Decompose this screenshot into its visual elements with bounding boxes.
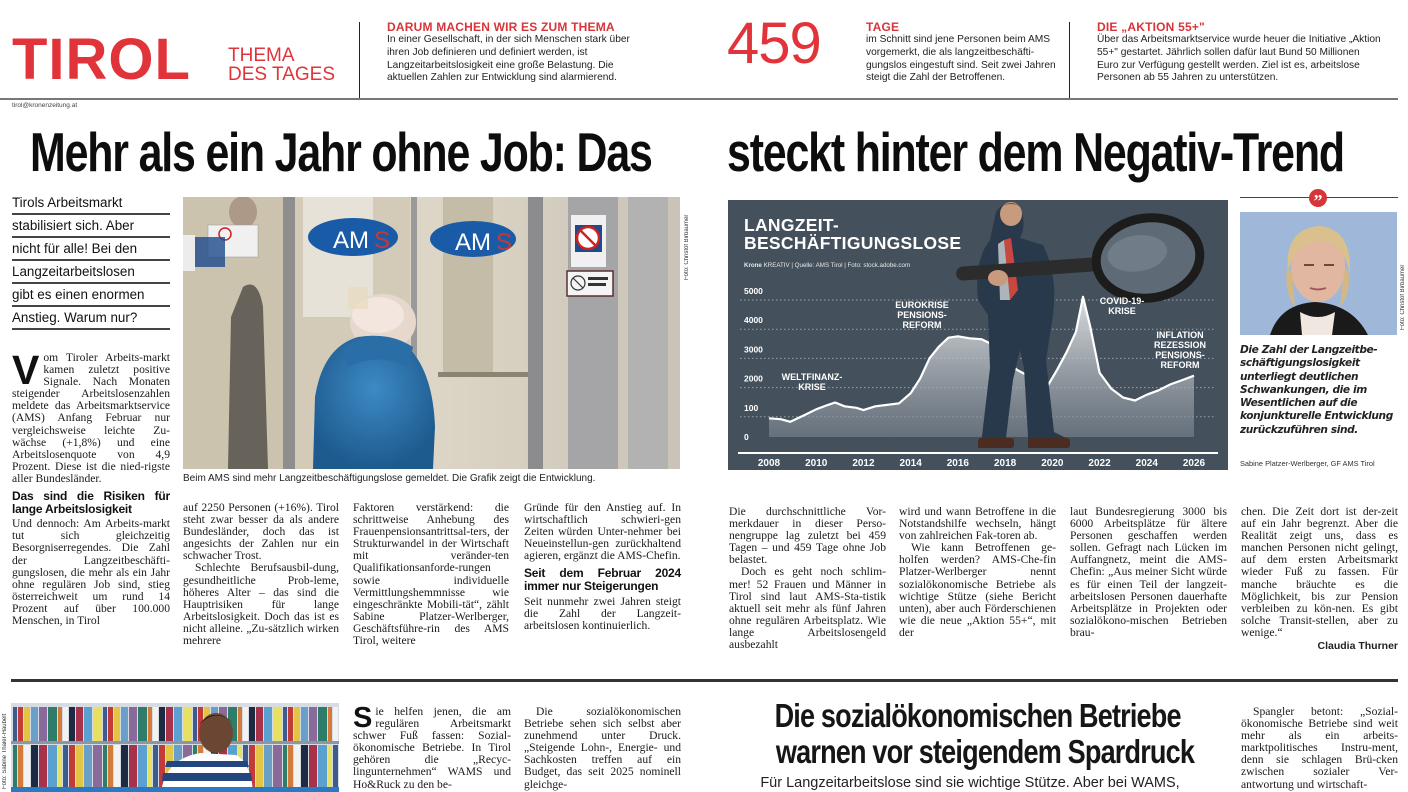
x-axis-ticks xyxy=(758,458,1206,469)
subheading: Das sind die Risiken für lange Arbeitslosigkeit xyxy=(12,489,170,516)
article-column-4 xyxy=(524,502,681,632)
lower-dek: Für Langzeitarbeitslose sind sie wichtige Stütze. Aber bei WAMS, xyxy=(760,775,1180,791)
y-axis-ticks xyxy=(744,286,763,442)
x-tick-label: 2026 xyxy=(1182,458,1206,469)
paragraph: om Tiroler Arbeits-markt kamen zuletzt positive Signale. Nach Monaten steigender Arbeitslosenzahlen meldete das Arbeitsmarktservice (AMS) Anfang Februar nur vergleichsweise leichte Zu-wächse (+1,8%) und eine Arbeitslosenquote von 4,9 Prozent. Diese ist die nied-rigste aller Bundesländer. xyxy=(12,351,170,485)
paragraph: Die sozialökonomischen Betriebe sehen sich selbst aber zunehmend unter Druck. „Steigende Lohn-, Energie- und Sachkosten treffen auf ein Budget, das seit 2025 nominell gleichge- xyxy=(524,705,681,791)
portrait-photo xyxy=(1240,212,1397,335)
portrait-illustration xyxy=(1240,212,1397,335)
info-box-aktion xyxy=(1097,20,1382,85)
author-byline: Claudia Thurner xyxy=(1317,640,1398,653)
y-tick-label: 4000 xyxy=(744,315,763,326)
x-tick-label: 2018 xyxy=(993,458,1017,469)
chart-annotation: REFORM xyxy=(902,320,942,330)
lower-headline-line-2: warnen vor steigendem Spardruck xyxy=(775,733,1195,770)
lead-line: Tirols Arbeitsmarkt xyxy=(12,192,170,215)
long-term-unemployment-chart xyxy=(728,200,1228,470)
photo-credit: Foto: Christof Birbaumer xyxy=(1400,264,1406,330)
info-title: DIE „AKTION 55+" xyxy=(1097,20,1205,34)
subtitle-line-1: THEMA xyxy=(228,45,295,66)
source-brand: Krone xyxy=(744,262,762,269)
article-column-8 xyxy=(1241,506,1398,652)
photo-credit: Foto: Christof Birbaumer xyxy=(684,214,690,280)
y-tick-label: 2000 xyxy=(744,373,763,384)
chart-annotation: PENSIONS- xyxy=(897,310,947,320)
x-tick-label: 2008 xyxy=(757,458,781,469)
x-tick-label: 2020 xyxy=(1041,458,1064,469)
x-tick-label: 2016 xyxy=(946,458,970,469)
article-column-6 xyxy=(899,506,1056,639)
paragraph: auf 2250 Personen (+16%). Tirol steht zwar besser da als andere Bundesländer, doch das ist angesichts der Zahlen nur ein schwacher Trost. xyxy=(183,501,339,563)
article-column-7 xyxy=(1070,506,1227,639)
lead-line: stabilisiert sich. Aber xyxy=(12,215,170,238)
paragraph: Gründe für den Anstieg auf. In wirtschaftlich schwieri-gen Zeiten würden Unter-nehmer bei Neueinstellun-gen zurückhaltend agieren, ergänzt die AMS-Chefin. xyxy=(524,501,681,563)
quote-author: Sabine Platzer-Werlberger, GF AMS Tirol xyxy=(1240,459,1375,468)
info-text: In einer Gesellschaft, in der sich Menschen stark über ihren Job definieren und definiert werden, ist Langzeitarbeitslosigkeit eine große Belastung. Die aktuellen Zahlen zur Entwicklung sind alarmierend. xyxy=(387,34,630,84)
info-text: im Schnitt sind jene Personen beim AMS vorgemerkt, die als langzeitbeschäfti-gungslos eingestuft sind. Seit zwei Jahren steigt die Zahl der Betroffenen. xyxy=(866,34,1056,84)
paragraph: Die durchschnittliche Vor-merkdauer in dieser Perso-nengruppe lag zuletzt bei 459 Tagen – und 459 Tage ohne Job belastet. xyxy=(729,505,886,567)
chart-area xyxy=(769,297,1194,437)
chart-annotation: COVID-19- xyxy=(1099,296,1145,306)
paragraph: laut Bundesregierung 3000 bis 6000 Arbeitsplätze für ältere Personen geschaffen werden sollen. Gefragt nach Lücken im Auffangnetz, meint die AMS-Chefin: „Aus meiner Sicht würde es für einen Teil der langzeit-arbeitslosen Personen dauerhafte Arbeitsplätze in Projekten oder sozialökono-mischen Betrieben brau- xyxy=(1070,505,1227,639)
lower-headline-line-1: Die sozialökonomischen Betriebe xyxy=(774,697,1181,734)
paragraph: Seit nunmehr zwei Jahren steigt die Zahl der Langzeit-arbeitslosen kontinuierlich. xyxy=(524,594,681,632)
chart-plot xyxy=(728,200,1228,470)
section-subtitle xyxy=(228,46,335,84)
info-title: TAGE xyxy=(866,20,900,34)
x-tick-label: 2014 xyxy=(899,458,922,469)
info-box-days xyxy=(866,20,1056,85)
paragraph: wird und wann Betroffene in die Notstandshilfe wechseln, hängt von zahlreichen Fak-toren ab. xyxy=(899,505,1056,543)
lead-box xyxy=(12,192,170,330)
lower-column-3 xyxy=(1241,706,1398,791)
chart-title-line-1: LANGZEIT- xyxy=(744,215,840,235)
photo-caption: Beim AMS sind mehr Langzeitbeschäftigungslose gemeldet. Die Grafik zeigt die Entwicklung. xyxy=(183,473,596,484)
svg-text:S: S xyxy=(374,227,391,254)
contact-email[interactable]: tirol@kronenzeitung.at xyxy=(12,102,78,109)
svg-text:AM: AM xyxy=(455,229,491,256)
info-text: Über das Arbeitsmarktservice wurde heuer die Initiative „Aktion 55+" gestartet. Jährlich sollen dafür laut Bund 50 Millionen Euro zur Verfügung gestellt werden. Ziel ist es, arbeitslose Personen ab 55 Jahren zu unterstützen. xyxy=(1097,34,1381,84)
quote-text: Die Zahl der Langzeitbe-schäftigungslosigkeit unterliegt deutlichen Schwankungen, die im Wesentlichen auf die konjunkturelle Entwicklung zurückzuführen sind. xyxy=(1240,344,1393,436)
drop-cap: V xyxy=(12,347,40,393)
photo-credit: Foto: Sabine Thaler-Haubelt xyxy=(2,713,8,789)
chart-annotation: REFORM xyxy=(1160,360,1200,370)
header-rule xyxy=(0,98,1398,100)
article-column-3 xyxy=(353,502,509,647)
y-tick-label: 100 xyxy=(744,402,759,413)
article-column-1 xyxy=(12,347,170,627)
y-tick-label: 3000 xyxy=(744,344,763,355)
lead-line: Anstieg. Warum nur? xyxy=(12,307,170,330)
subheading: Seit dem Februar 2024 immer nur Steigerungen xyxy=(524,566,681,594)
paragraph: Wie kann Betroffenen ge-holfen werden? AMS-Che-fin Platzer-Werlberger nennt sozialökonomische Betriebe als wichtige Stütze (siehe Bericht unten), aber auch Förderschienen wie die neue „Aktion 55+“, mit der xyxy=(899,541,1056,639)
chart-annotation: REZESSION xyxy=(1153,340,1207,350)
ams-sign: AM xyxy=(333,227,369,254)
svg-text:S: S xyxy=(496,229,513,256)
info-box-why xyxy=(387,20,647,85)
section-divider xyxy=(11,679,1398,682)
shop-illustration xyxy=(11,703,339,792)
lower-column-1 xyxy=(353,702,511,791)
x-tick-label: 2024 xyxy=(1135,458,1158,469)
paragraph: Und dennoch: Am Arbeits-markt tut sich gleichzeitig Besorgniserregendes. Die Zahl der Langzeitbeschäfti-gungslosen, die mehr als ein Jahr ohne regulären Job sind, stieg österreichweit um rund 14 Prozent auf über 100.000 Menschen, in Tirol xyxy=(12,517,170,627)
source-text: KREATIV | Quelle: AMS Tirol | Foto: stock.adobe.com xyxy=(763,262,911,269)
paragraph: chen. Die Zeit dort ist der-zeit auf ein Jahr begrenzt. Aber die Realität zeigt uns, dass es manchen Personen nicht gelingt, auf dem ersten Arbeitsmarkt wieder Fuß zu fassen. Für manche bräuchte es die Möglichkeit, bis zur Pension verbleiben zu kön-nen. Es gibt solche Transit-stellen, aber zu wenige.“ xyxy=(1241,505,1398,639)
secondhand-shop-photo xyxy=(11,703,339,792)
lead-line: Langzeitarbeitslosen xyxy=(12,261,170,284)
chart-title-line-2: BESCHÄFTIGUNGSLOSE xyxy=(744,233,962,253)
section-brand: TIROL xyxy=(12,27,191,92)
chart-annotation: WELTFINANZ- xyxy=(781,372,843,382)
chart-annotation: KRISE xyxy=(798,382,826,392)
drop-cap: S xyxy=(353,702,373,734)
lower-headline xyxy=(730,698,1210,770)
ams-entrance-photo xyxy=(183,197,680,469)
lead-line: gibt es einen enormen xyxy=(12,284,170,307)
info-title: DARUM MACHEN WIR ES ZUM THEMA xyxy=(387,20,615,34)
header-divider xyxy=(1069,22,1070,98)
subtitle-line-2: DES TAGES xyxy=(228,64,335,85)
x-tick-label: 2010 xyxy=(805,458,828,469)
paragraph: Schlechte Berufsausbil-dung, gesundheitliche Prob-leme, höheres Alter – das sind die Hauptrisiken für lange Arbeitslosigkeit. Doch das ist es nicht alleine. „Zu-sätzlich wirken mehrere xyxy=(183,561,339,648)
paragraph: Doch es geht noch schlim-mer! 52 Frauen und Männer in Tirol sind laut AMS-Sta-tistik aktuell seit mehr als fünf Jahren ohne regulären Arbeitsplatz. Wie lange Arbeitslosengeld ausbezahlt xyxy=(729,565,886,652)
y-tick-label: 0 xyxy=(744,432,749,442)
chart-annotation: PENSIONS- xyxy=(1155,350,1205,360)
x-tick-label: 2012 xyxy=(852,458,875,469)
chart-annotation: KRISE xyxy=(1108,306,1136,316)
y-tick-label: 5000 xyxy=(744,286,763,296)
lower-column-2 xyxy=(524,706,681,791)
paragraph: Spangler betont: „Sozial-ökonomische Betriebe sind weit mehr als ein arbeits-marktpolitisches Instru-ment, denn sie schlagen Brü-cken zwischen sozialer Ver-antwortung und wirtschaft- xyxy=(1241,705,1398,791)
x-tick-label: 2022 xyxy=(1088,458,1111,469)
article-column-2 xyxy=(183,502,339,647)
header-divider xyxy=(359,22,360,98)
headline-part-2: steckt hinter dem Negativ-Trend xyxy=(727,121,1344,183)
stat-number: 459 xyxy=(727,11,821,76)
chart-annotation: EUROKRISE xyxy=(895,300,949,310)
headline-part-1: Mehr als ein Jahr ohne Job: Das xyxy=(30,121,652,183)
paragraph: Faktoren verstärkend: die schrittweise Anhebung des Frauenpensionsantrittsal-ters, der Strukturwandel in der Wirtschaft mit veränder-ten Qualifikationsanforde-rungen sowie individuelle Vermittlungshemmnisse wie eingeschränkte Mobili-tät“, zählt Sabine Platzer-Werlberger, Geschäftsführe-rin des AMS Tirol, weitere xyxy=(353,501,509,648)
quote-mark-icon: ” xyxy=(1309,189,1327,207)
chart-annotation: INFLATION xyxy=(1156,330,1204,340)
lead-line: nicht für alle! Bei den xyxy=(12,238,170,261)
photo-illustration xyxy=(183,197,680,469)
paragraph: ie helfen jenen, die am regulären Arbeitsmarkt schwer Fuß fassen: Sozial-ökonomische Betriebe. In Tirol gehören die „Recyc-lingunternehmen“ WAMS und Ho&Ruck zu den be- xyxy=(353,705,511,791)
article-column-5 xyxy=(729,506,886,651)
